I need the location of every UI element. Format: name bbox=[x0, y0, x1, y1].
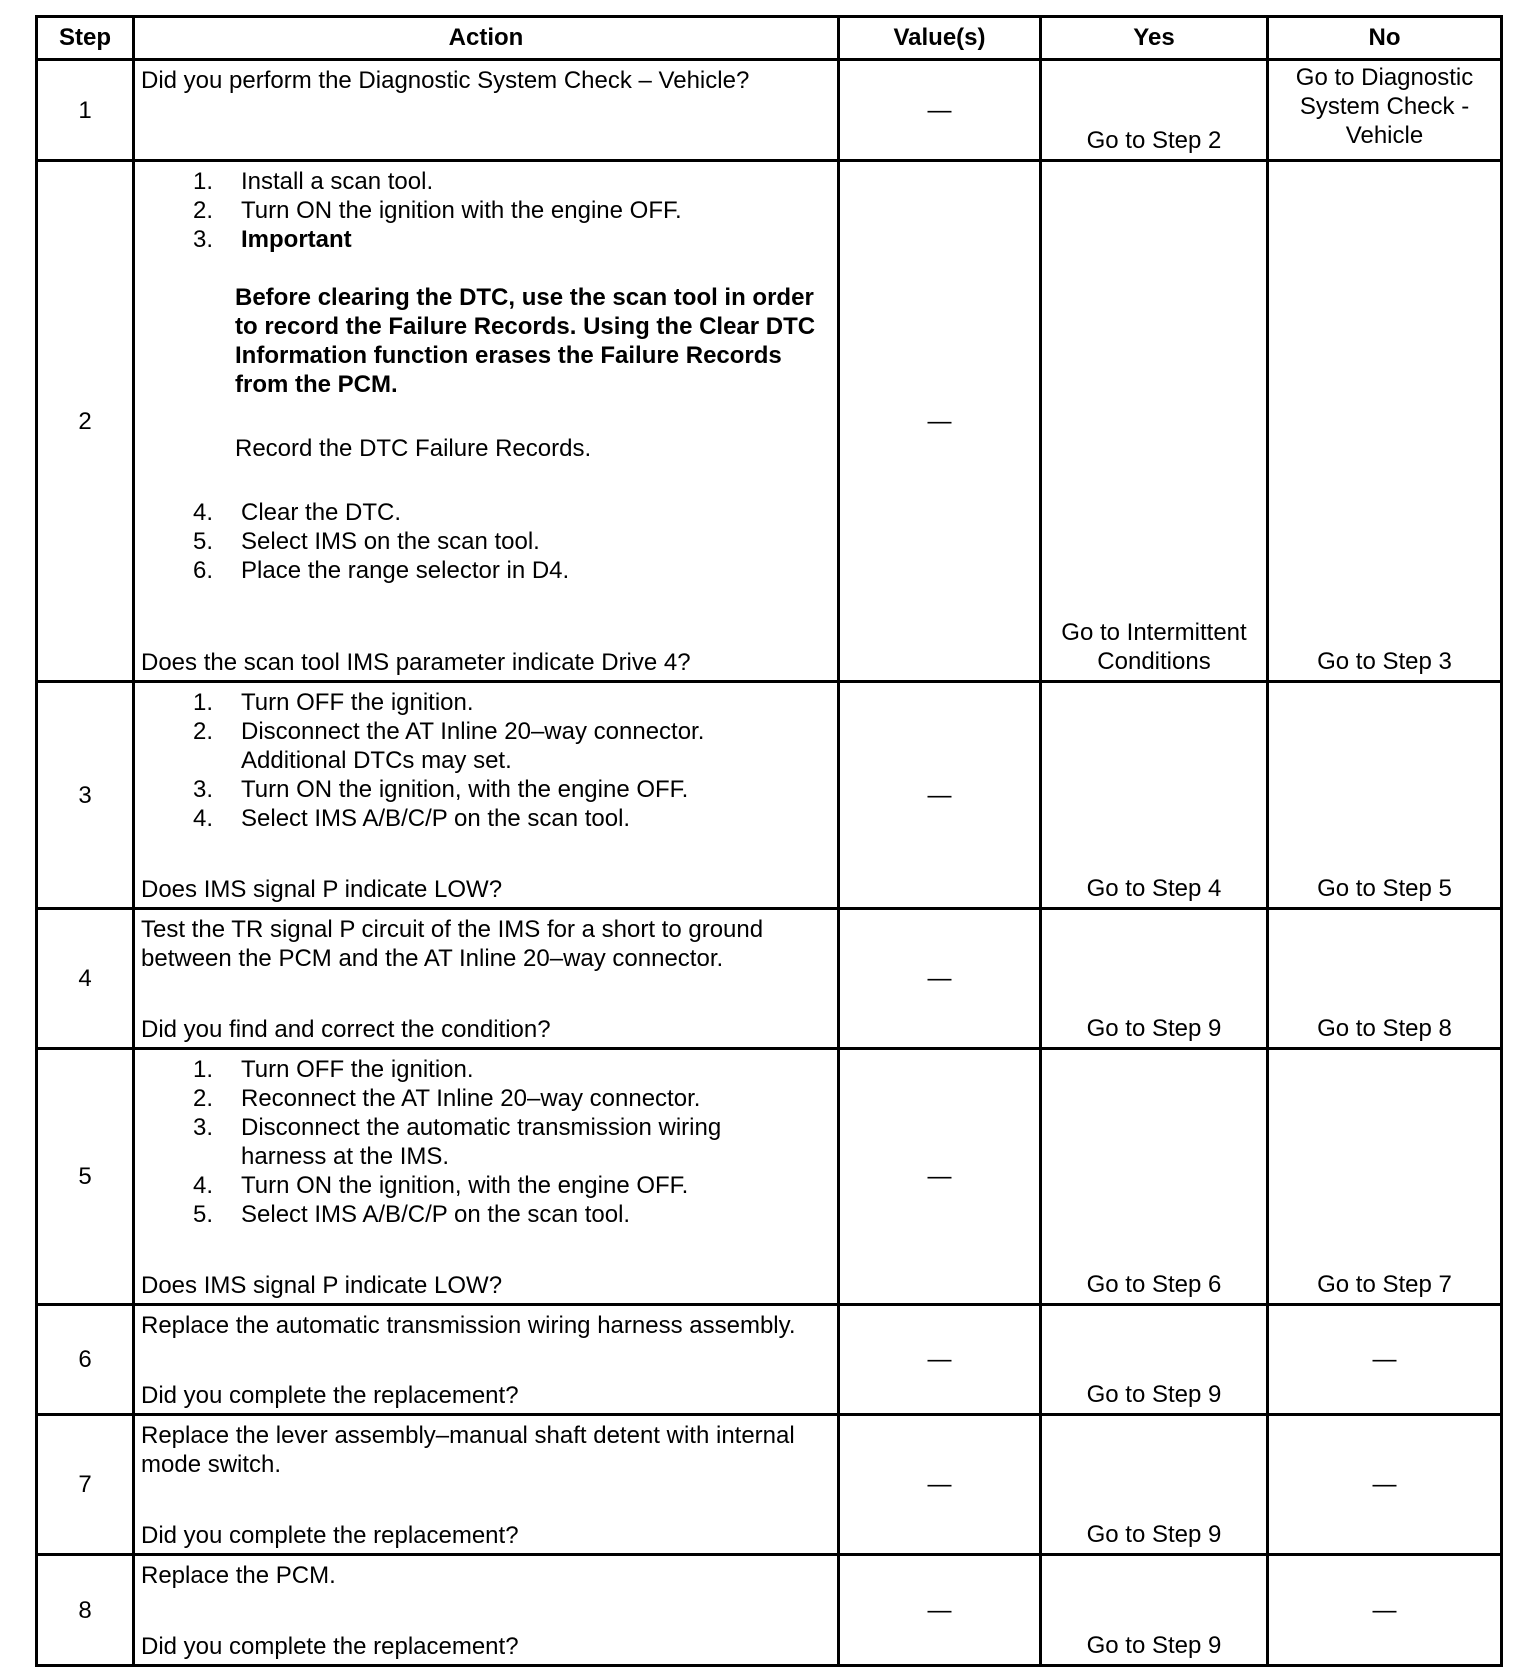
yes-cell: Go to Step 4 bbox=[1041, 682, 1268, 909]
table-row bbox=[37, 60, 1502, 161]
header-no: No bbox=[1268, 17, 1502, 60]
no-cell: Go to Step 7 bbox=[1268, 1049, 1502, 1305]
action-steps bbox=[141, 167, 831, 254]
list-item: 5. Select IMS A/B/C/P on the scan tool. bbox=[192, 1200, 631, 1228]
yes-cell: Go to Step 9 bbox=[1041, 1555, 1268, 1666]
values-cell: — bbox=[839, 1049, 1041, 1305]
values-cell: — bbox=[839, 1305, 1041, 1415]
action-text: Replace the PCM. bbox=[141, 1561, 336, 1589]
action-steps bbox=[141, 1055, 831, 1229]
header-yes: Yes bbox=[1041, 17, 1268, 60]
no-cell: — bbox=[1268, 1555, 1502, 1666]
values-cell: — bbox=[839, 682, 1041, 909]
list-item: 3. Turn ON the ignition, with the engine OFF. bbox=[192, 775, 689, 803]
action-question: Did you complete the replacement? bbox=[141, 1632, 519, 1660]
no-cell: Go to Step 3 bbox=[1268, 161, 1502, 682]
values-cell: — bbox=[839, 1415, 1041, 1555]
step-number: 7 bbox=[37, 1415, 134, 1555]
values-cell: — bbox=[839, 909, 1041, 1049]
diagnostic-table bbox=[35, 15, 1503, 1667]
values-cell: — bbox=[839, 1555, 1041, 1666]
action-cell bbox=[134, 60, 839, 161]
list-item: 4. Clear the DTC. bbox=[192, 498, 402, 526]
action-question: Does the scan tool IMS parameter indicate Drive 4? bbox=[141, 648, 691, 676]
list-item: 1. Install a scan tool. bbox=[192, 167, 434, 195]
yes-cell: Go to Step 9 bbox=[1041, 909, 1268, 1049]
action-question: Did you find and correct the condition? bbox=[141, 1015, 551, 1043]
no-cell: — bbox=[1268, 1415, 1502, 1555]
action-text: Replace the lever assembly–manual shaft detent with internal mode switch. bbox=[141, 1421, 795, 1478]
action-question: Does IMS signal P indicate LOW? bbox=[141, 875, 503, 903]
list-item: 2. Reconnect the AT Inline 20–way connector. bbox=[192, 1084, 701, 1112]
action-question: Did you complete the replacement? bbox=[141, 1521, 519, 1549]
action-cell bbox=[134, 1305, 839, 1415]
action-cell bbox=[134, 682, 839, 909]
list-item: 3. Disconnect the automatic transmission wiring harness at the IMS. bbox=[192, 1113, 722, 1170]
action-cell bbox=[134, 909, 839, 1049]
yes-cell: Go to Step 9 bbox=[1041, 1415, 1268, 1555]
step-number: 4 bbox=[37, 909, 134, 1049]
action-cell bbox=[134, 161, 839, 682]
no-cell: Go to Diagnostic System Check - Vehicle bbox=[1268, 60, 1502, 161]
yes-cell: Go to Step 9 bbox=[1041, 1305, 1268, 1415]
action-text: Test the TR signal P circuit of the IMS for a short to ground between the PCM and the AT Inline 20–way connector. bbox=[141, 915, 764, 972]
no-cell: Go to Step 5 bbox=[1268, 682, 1502, 909]
important-note: Before clearing the DTC, use the scan tool in order to record the Failure Records. Using the Clear DTC Information function erases the Failure Records from the PCM. bbox=[235, 283, 816, 398]
table-row bbox=[37, 1555, 1502, 1666]
table-row bbox=[37, 909, 1502, 1049]
step-number: 3 bbox=[37, 682, 134, 909]
no-cell: Go to Step 8 bbox=[1268, 909, 1502, 1049]
list-item: 3. Important bbox=[192, 225, 352, 253]
list-item: 2. Disconnect the AT Inline 20–way connector. Additional DTCs may set. bbox=[192, 717, 705, 774]
table-row bbox=[37, 1415, 1502, 1555]
list-item: 6. Place the range selector in D4. bbox=[192, 556, 570, 584]
step-number: 8 bbox=[37, 1555, 134, 1666]
step-number: 6 bbox=[37, 1305, 134, 1415]
yes-cell: Go to Step 6 bbox=[1041, 1049, 1268, 1305]
table-row bbox=[37, 682, 1502, 909]
list-item: 4. Select IMS A/B/C/P on the scan tool. bbox=[192, 804, 631, 832]
step-number: 1 bbox=[37, 60, 134, 161]
step-number: 2 bbox=[37, 161, 134, 682]
values-cell: — bbox=[839, 60, 1041, 161]
action-question: Does IMS signal P indicate LOW? bbox=[141, 1271, 503, 1299]
action-steps bbox=[141, 688, 831, 833]
list-item: 2. Turn ON the ignition with the engine OFF. bbox=[192, 196, 682, 224]
header-row bbox=[37, 17, 1502, 60]
action-text: Replace the automatic transmission wiring harness assembly. bbox=[141, 1311, 796, 1339]
table-row bbox=[37, 161, 1502, 682]
no-cell: — bbox=[1268, 1305, 1502, 1415]
header-values: Value(s) bbox=[839, 17, 1041, 60]
action-question: Did you perform the Diagnostic System Check – Vehicle? bbox=[141, 66, 750, 94]
list-item: 1. Turn OFF the ignition. bbox=[192, 1055, 474, 1083]
table-row bbox=[37, 1049, 1502, 1305]
step-number: 5 bbox=[37, 1049, 134, 1305]
action-cell bbox=[134, 1415, 839, 1555]
header-step: Step bbox=[37, 17, 134, 60]
header-action: Action bbox=[134, 17, 839, 60]
table-row bbox=[37, 1305, 1502, 1415]
list-item: 5. Select IMS on the scan tool. bbox=[192, 527, 540, 555]
action-cell bbox=[134, 1555, 839, 1666]
action-steps bbox=[141, 498, 831, 585]
list-item: 1. Turn OFF the ignition. bbox=[192, 688, 474, 716]
yes-cell: Go to Intermittent Conditions bbox=[1041, 161, 1268, 682]
action-question: Did you complete the replacement? bbox=[141, 1381, 519, 1409]
values-cell: — bbox=[839, 161, 1041, 682]
record-note: Record the DTC Failure Records. bbox=[235, 434, 592, 462]
yes-cell: Go to Step 2 bbox=[1041, 60, 1268, 161]
list-item: 4. Turn ON the ignition, with the engine OFF. bbox=[192, 1171, 689, 1199]
action-cell bbox=[134, 1049, 839, 1305]
